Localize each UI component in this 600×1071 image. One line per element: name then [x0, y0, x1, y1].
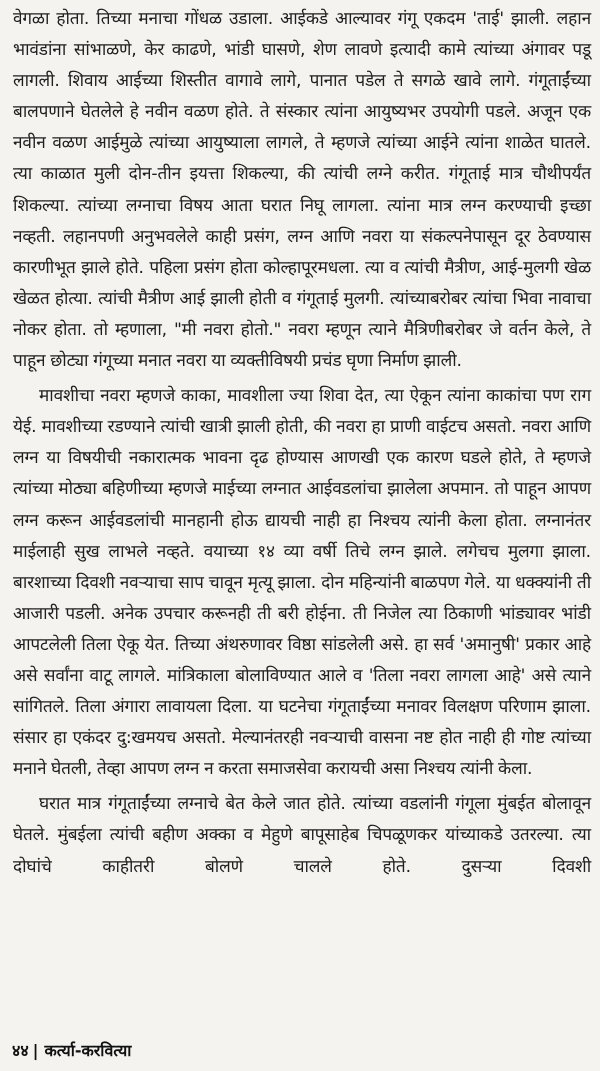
page-body	[13, 4, 591, 883]
paragraph-1: वेगळा होता. तिच्या मनाचा गोंधळ उडाला. आईकडे आल्यावर गंगू एकदम 'ताई' झाली. लहान भावंडांना सांभाळणे, केर काढणे, भांडी घासणे, शेण लावणे इत्यादी कामे त्यांच्या अंगावर पडू लागली. शिवाय आईच्या शिस्तीत वागावे लागे, पानात पडेल ते सगळे खावे लागे. गंगूताईंच्या बालपणाने घेतलेले हे नवीन वळण होते. ते संस्कार त्यांना आयुष्यभर उपयोगी पडले. अजून एक नवीन वळण आईमुळे त्यांच्या आयुष्याला लागले, ते म्हणजे त्यांच्या आईने त्यांना शाळेत घातले. त्या काळात मुली दोन-तीन इयत्ता शिकल्या, की त्यांची लग्ने करीत. गंगूताई मात्र चौथीपर्यंत शिकल्या. त्यांच्या लग्नाचा विषय आता घरात निघू लागला. त्यांना मात्र लग्न करण्याची इच्छा नव्हती. लहानपणी अनुभवलेले काही प्रसंग, लग्न आणि नवरा या संकल्पनेपासून दूर ठेवण्यास कारणीभूत झाले होते. पहिला प्रसंग होता कोल्हापूरमधला. त्या व त्यांची मैत्रीण, आई-मुलगी खेळ खेळत होत्या. त्यांची मैत्रीण आई झाली होती व गंगूताई मुलगी. त्यांच्याबरोबर त्यांचा भिवा नावाचा नोकर होता. तो म्हणाला, "मी नवरा होतो." नवरा म्हणून त्याने मैत्रिणीबरोबर जे वर्तन केले, ते पाहून छोट्या गंगूच्या मनात नवरा या व्यक्तीविषयी प्रचंड घृणा निर्माण झाली.	[13, 9, 591, 372]
book-title: कर्त्या-करवित्या	[44, 1041, 132, 1060]
footer-separator: |	[32, 1041, 39, 1060]
page-footer	[12, 1039, 131, 1061]
paragraph-3: घरात मात्र गंगूताईंच्या लग्नाचे बेत केले जात होते. त्यांच्या वडलांनी गंगूला मुंबईत बोलावून घेतले. मुंबईला त्यांची बहीण अक्का व मेहुणे बापूसाहेब चिपळूणकर यांच्याकडे उतरल्या. त्या दोघांचे काहीतरी बोलणे चालले होते. दुसऱ्या दिवशी	[13, 794, 591, 877]
paragraph-2: मावशीचा नवरा म्हणजे काका, मावशीला ज्या शिवा देत, त्या ऐकून त्यांना काकांचा पण राग येई. मावशीच्या रडण्याने त्यांची खात्री झाली होती, की नवरा हा प्राणी वाईटच असतो. नवरा आणि लग्न या विषयीची नकारात्मक भावना दृढ होण्यास आणखी एक कारण घडले होते, ते म्हणजे त्यांच्या मोठ्या बहिणीच्या म्हणजे माईच्या लग्नात आईवडलांचा झालेला अपमान. तो पाहून आपण लग्न करून आईवडलांची मानहानी होऊ द्यायची नाही हा निश्चय त्यांनी केला होता. लग्नानंतर माईलाही सुख लाभले नव्हते. वयाच्या १४ व्या वर्षी तिचे लग्न झाले. लगेचच मुलगा झाला. बारशाच्या दिवशी नवऱ्याचा साप चावून मृत्यू झाला. दोन महिन्यांनी बाळपण गेले. या धक्क्यांनी ती आजारी पडली. अनेक उपचार करूनही ती बरी होईना. ती निजेल त्या ठिकाणी भांड्यावर भांडी आपटलेली तिला ऐकू येत. तिच्या अंथरुणावर विष्ठा सांडलेली असे. हा सर्व 'अमानुषी' प्रकार आहे असे सर्वांना वाटू लागले. मांत्रिकाला बोलाविण्यात आले व 'तिला नवरा लागला आहे' असे त्याने सांगितले. तिला अंगारा लावायला दिला. या घटनेचा गंगूताईंच्या मनावर विलक्षण परिणाम झाला. संसार हा एकंदर दु:खमयच असतो. मेल्यानंतरही नवऱ्याची वासना नष्ट होत नाही ही गोष्ट त्यांच्या मनाने घेतली, तेव्हा आपण लग्न न करता समाजसेवा करायची असा निश्चय त्यांनी केला.	[13, 386, 591, 780]
page-number: ४४	[12, 1041, 29, 1060]
